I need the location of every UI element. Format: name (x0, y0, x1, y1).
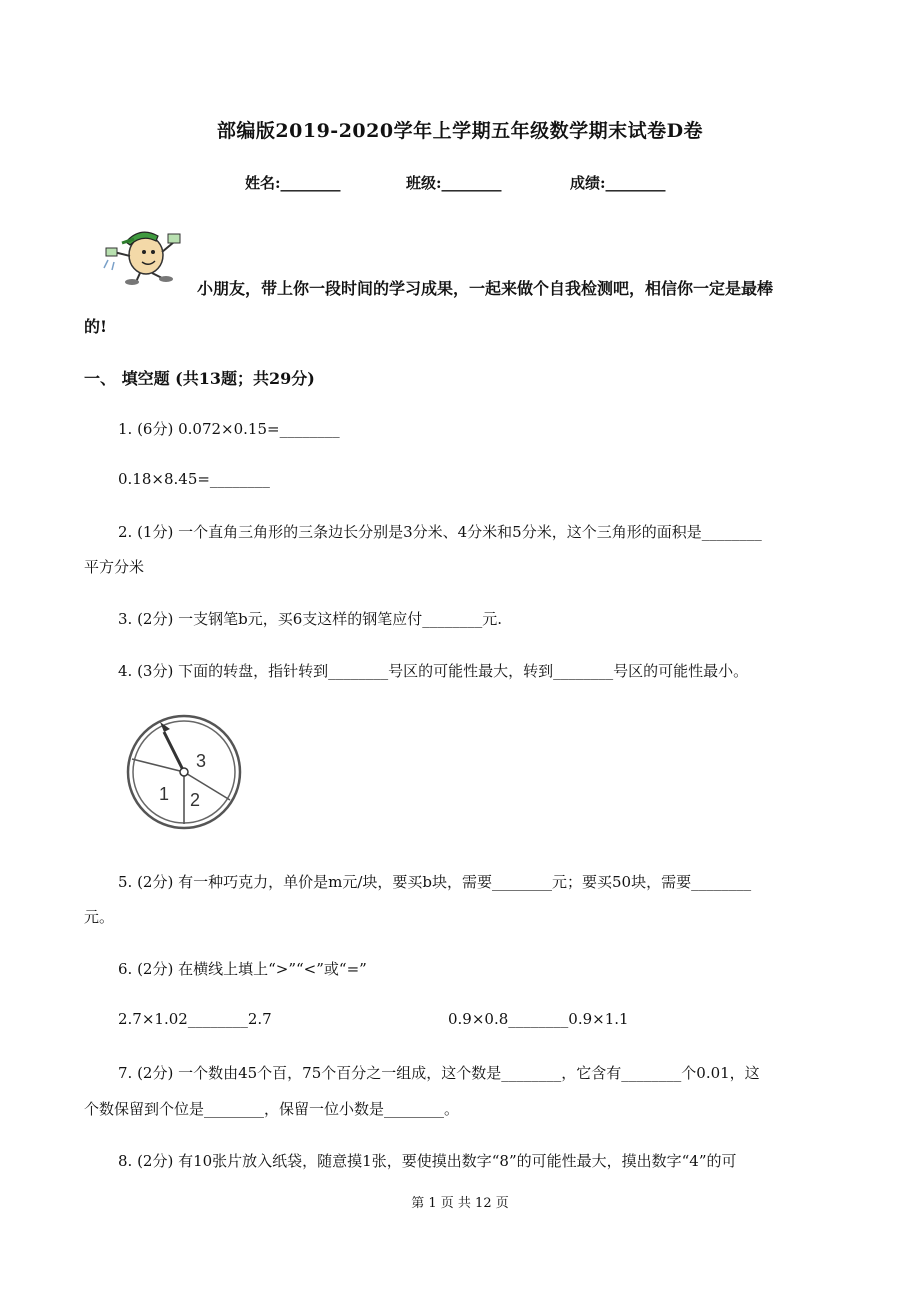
class-field: 班级:________ (406, 174, 502, 192)
question-1: 1. (6分) 0.072×0.15=________ (118, 420, 340, 438)
page-title: 部编版2019-2020学年上学期五年级数学期末试卷D卷 (216, 120, 704, 142)
question-3: 3. (2分) 一支钢笔b元，买6支这样的钢笔应付________元. (118, 610, 503, 628)
mascot-illustration (100, 222, 188, 286)
section-heading: 一、 填空题 (共13题；共29分) (84, 369, 315, 388)
question-8: 8. (2分) 有10张片放入纸袋，随意摸1张，要使摸出数字“8”的可能性最大，摸出数字“4”的可 (118, 1152, 737, 1170)
page-footer: 第 1 页 共 12 页 (411, 1196, 509, 1211)
question-5: 5. (2分) 有一种巧克力，单价是m元/块，要买b块，需要________元；要买50块，需要________ (118, 873, 752, 891)
question-2-continued: 平方分米 (84, 558, 145, 576)
intro-line-1: 小朋友，带上你一段时间的学习成果，一起来做个自我检测吧，相信你一定是最棒 (197, 279, 774, 298)
question-6: 6. (2分) 在横线上填上“>”“<”或“=” (118, 960, 367, 978)
question-1-part-2: 0.18×8.45=________ (118, 470, 270, 488)
spinner-label-1: 1 (159, 784, 170, 804)
spinner-figure (124, 714, 244, 830)
spinner-label-3: 3 (196, 751, 207, 771)
question-6-item-b: 0.9×0.8________0.9×1.1 (448, 1010, 629, 1028)
question-7: 7. (2分) 一个数由45个百，75个百分之一组成，这个数是________，它含有________个0.01，这 (118, 1064, 760, 1082)
spinner-label-2: 2 (190, 790, 201, 810)
intro-line-2: 的! (84, 317, 108, 336)
question-5-continued: 元。 (84, 908, 115, 926)
question-7-continued: 个数保留到个位是________，保留一位小数是________。 (84, 1100, 460, 1118)
question-6-item-a: 2.7×1.02________2.7 (118, 1010, 272, 1028)
score-field: 成绩:________ (570, 174, 666, 192)
name-field: 姓名:________ (245, 174, 341, 192)
question-2: 2. (1分) 一个直角三角形的三条边长分别是3分米、4分米和5分米，这个三角形的面积是________ (118, 523, 762, 541)
question-4: 4. (3分) 下面的转盘，指针转到________号区的可能性最大，转到________号区的可能性最小。 (118, 662, 749, 680)
